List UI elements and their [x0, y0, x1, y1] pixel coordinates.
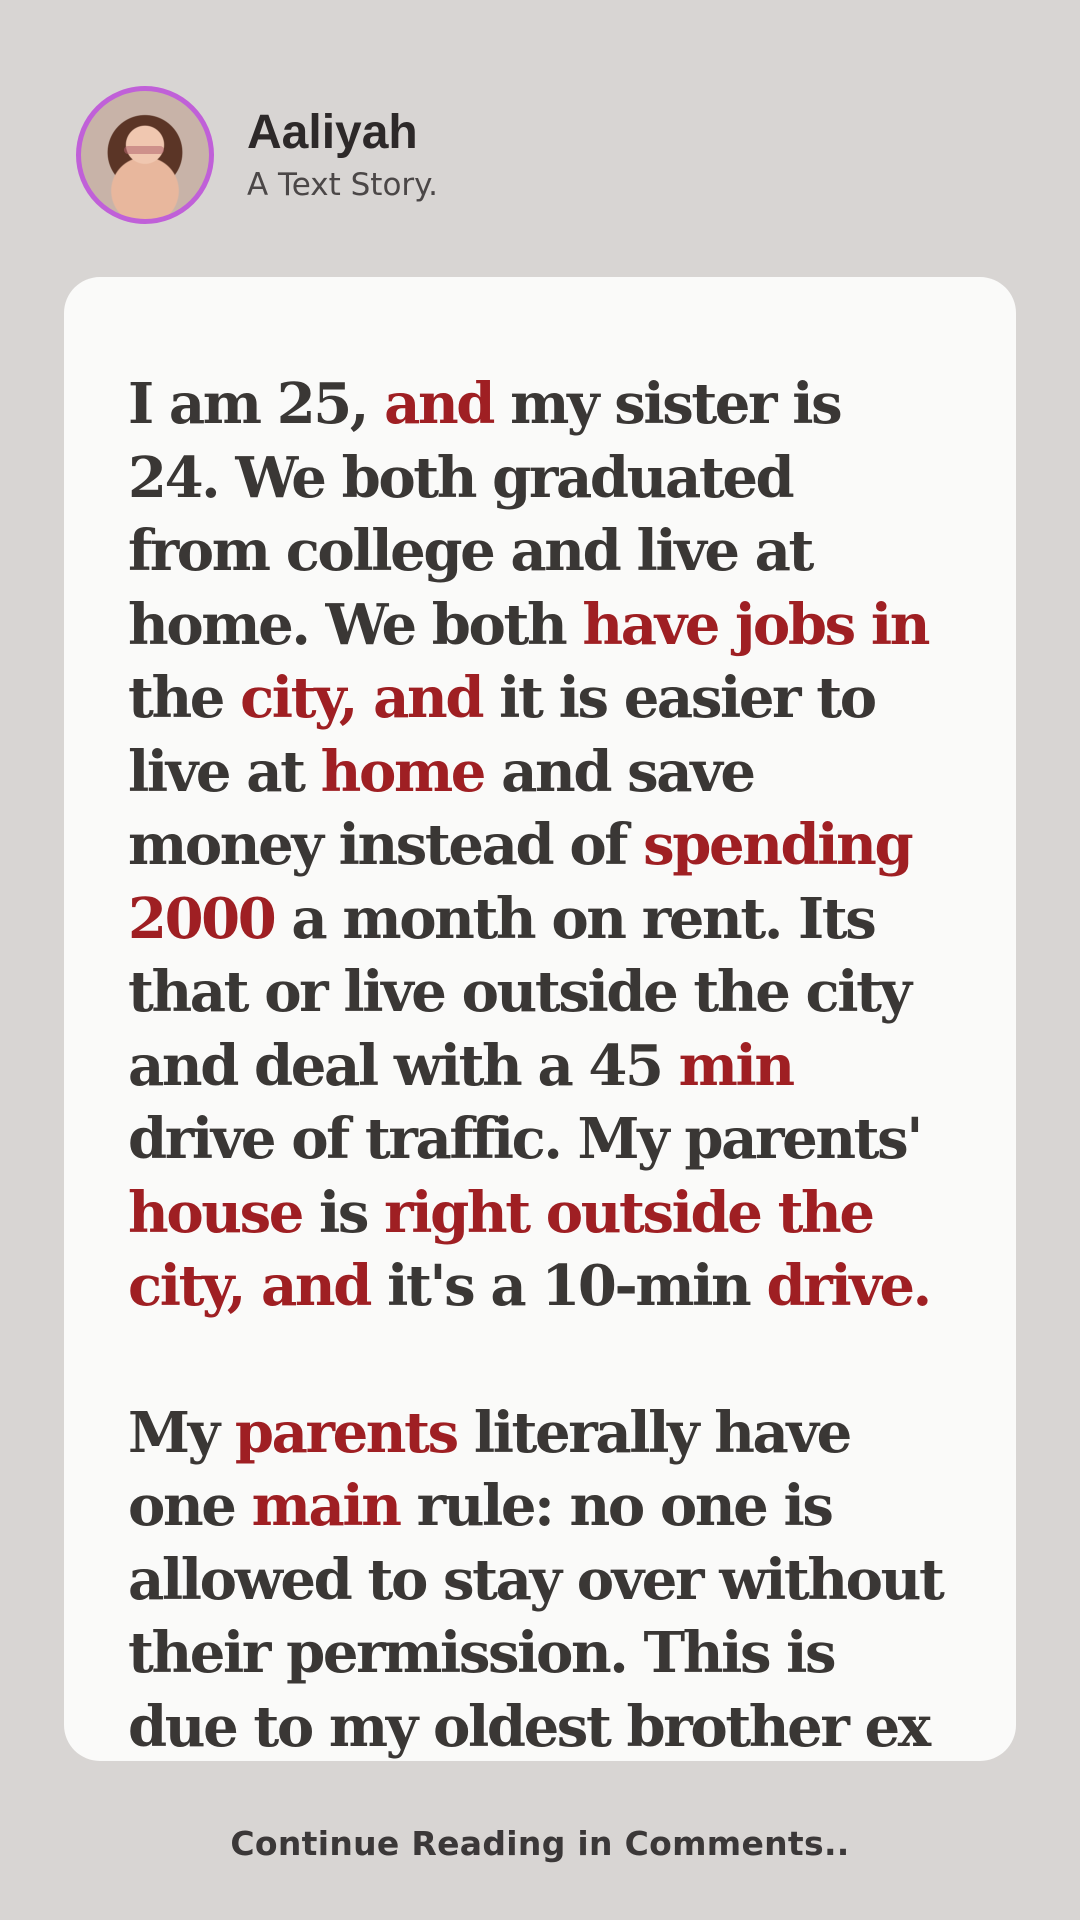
- continue-reading-link[interactable]: Continue Reading in Comments..: [230, 1824, 850, 1863]
- highlighted-word: main: [251, 1473, 400, 1539]
- highlighted-word: home: [320, 738, 485, 805]
- story-segment: the: [128, 665, 241, 731]
- highlighted-word: min: [678, 1032, 793, 1099]
- highlighted-word: have jobs in: [582, 591, 929, 658]
- story-segment: I am 25,: [128, 371, 385, 437]
- highlighted-word: parents: [234, 1399, 457, 1466]
- story-text: [128, 368, 944, 1761]
- story-segment: literally have one: [128, 1399, 850, 1539]
- author-info: [247, 105, 438, 204]
- highlighted-word: house: [128, 1179, 302, 1246]
- story-segment: My: [128, 1399, 235, 1466]
- story-segment: a month on rent. Its that or live outside the city and deal with a 45: [128, 885, 910, 1099]
- story-segment: rule: no one is allowed to stay over without their permission. This is due to my oldest brother ex: [128, 1473, 943, 1760]
- story-paragraph-1: [128, 368, 944, 1324]
- story-card: [64, 277, 1016, 1761]
- story-segment: and save money instead of: [128, 738, 754, 878]
- story-paragraph-2: [128, 1397, 944, 1762]
- highlighted-word: right outside the city, and: [128, 1179, 873, 1319]
- story-segment: is: [301, 1179, 385, 1246]
- story-subtitle: A Text Story.: [247, 167, 438, 204]
- story-segment: it's a 10-min: [369, 1253, 767, 1319]
- author-name[interactable]: Aaliyah: [247, 105, 418, 159]
- story-header: [76, 86, 438, 224]
- highlighted-word: drive.: [766, 1253, 930, 1319]
- portrait-avatar-icon[interactable]: [76, 86, 214, 224]
- highlighted-word: city, and: [240, 665, 483, 731]
- highlighted-word: and: [384, 371, 494, 437]
- story-segment: drive of traffic. My parents': [128, 1106, 921, 1172]
- story-segment: my sister is 24. We both graduated from college and live at home. We both: [128, 371, 841, 658]
- story-segment: it is easier to live at: [128, 665, 875, 805]
- highlighted-word: spending 2000: [128, 812, 912, 952]
